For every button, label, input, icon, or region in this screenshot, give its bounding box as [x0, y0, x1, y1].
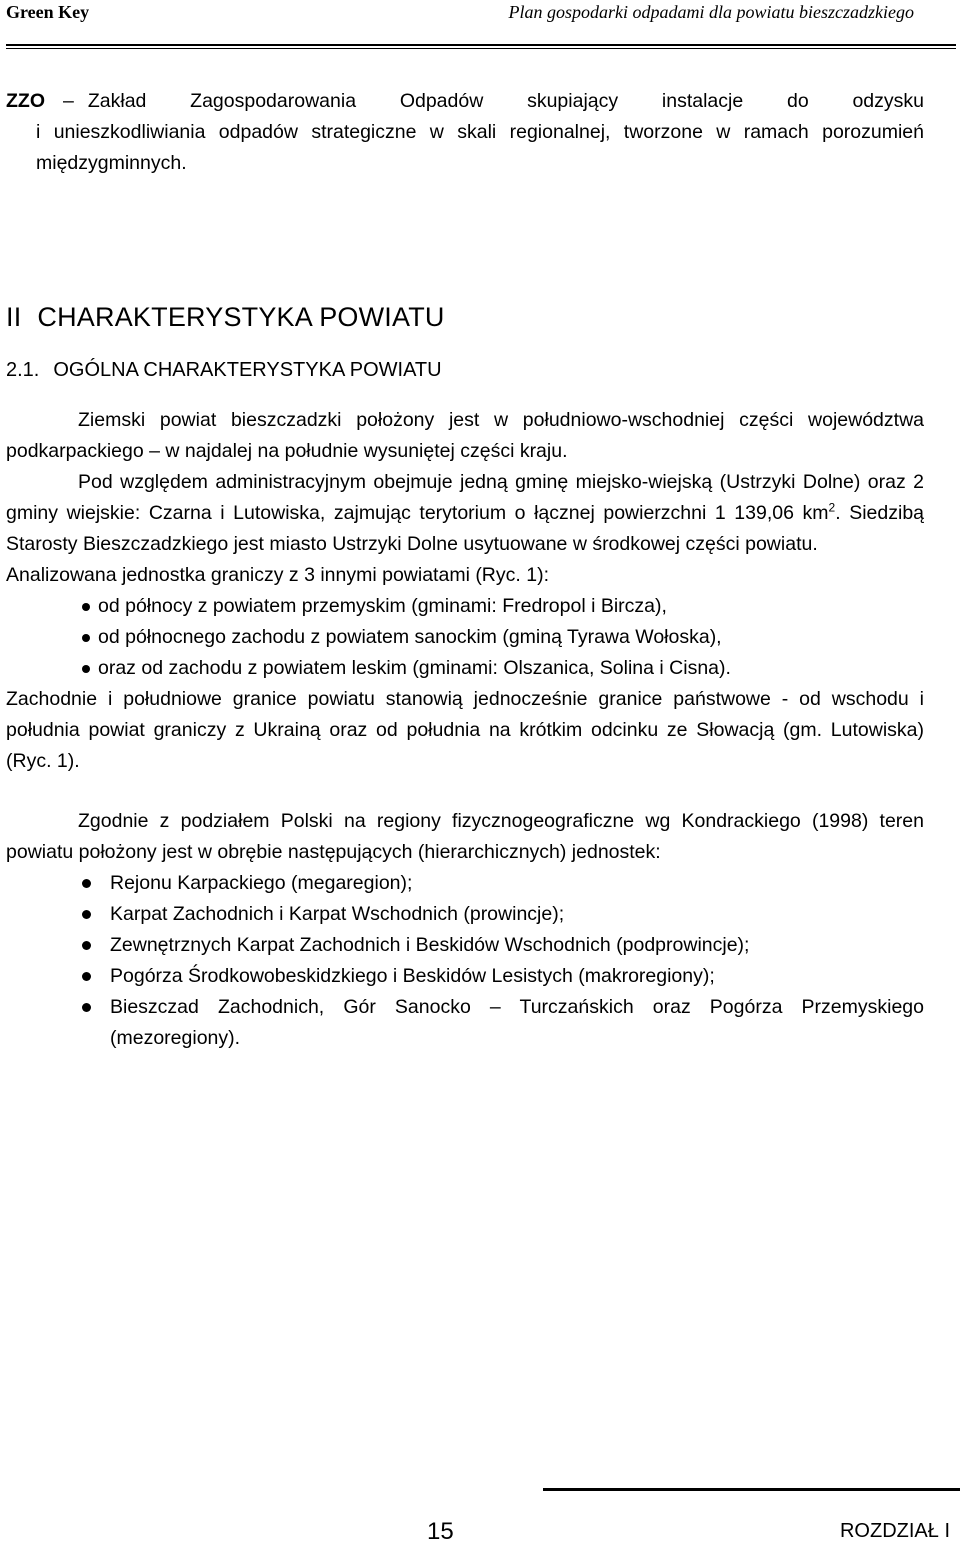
- list-item: Pogórza Środkowobeskidzkiego i Beskidów Lesistych (makroregiony);: [6, 961, 924, 992]
- list-item: Karpat Zachodnich i Karpat Wschodnich (prowincje);: [6, 899, 924, 930]
- paragraph-state-borders: Zachodnie i południowe granice powiatu stanowią jednocześnie granice państwowe - od wschodu i południa powiat graniczy z Ukrainą oraz od południa na krótkim odcinku ze Słowacją (gm. Lutowiska) (Ryc. 1).: [6, 688, 924, 772]
- page-header: [0, 0, 960, 28]
- footer-rule: [543, 1488, 960, 1491]
- paragraph-borders-intro: Analizowana jednostka graniczy z 3 innymi powiatami (Ryc. 1):: [6, 564, 549, 586]
- borders-list: [6, 591, 924, 684]
- chapter-number: II: [6, 302, 22, 332]
- section-title: OGÓLNA CHARAKTERYSTYKA POWIATU: [53, 359, 442, 381]
- header-document-title: Plan gospodarki odpadami dla powiatu bieszczadzkiego: [508, 2, 914, 22]
- abbreviation-entry: [6, 86, 924, 179]
- list-item: Bieszczad Zachodnich, Gór Sanocko – Turczańskich oraz Pogórza Przemyskiego (mezoregiony).: [6, 992, 924, 1054]
- chapter-heading: [6, 297, 924, 337]
- paragraph-administration-text: Pod względem administracyjnym obejmuje jedną gminę miejsko-wiejską (Ustrzyki Dolne) oraz 2 gminy wiejskie: Czarna i Lutowiska, zajmując terytorium o łącznej powierzchni 1 139,06 km: [6, 471, 924, 524]
- paragraph-regions-intro: Zgodnie z podziałem Polski na regiony fizycznogeograficzne wg Kondrackiego (1998) teren powiatu położony jest w obrębie następujących (hierarchicznych) jednostek:: [6, 810, 924, 863]
- section-heading: [6, 355, 924, 385]
- footer-chapter-label: ROZDZIAŁ I: [839, 1520, 950, 1542]
- abbreviation-definition-first-line: Zakład Zagospodarowania Odpadów skupiający instalacje do odzysku: [87, 90, 924, 112]
- list-item: od północnego zachodu z powiatem sanockim (gminą Tyrawa Wołoska),: [6, 622, 924, 653]
- abbreviation-dash: –: [63, 90, 74, 112]
- list-item: Rejonu Karpackiego (megaregion);: [6, 868, 924, 899]
- list-item: Zewnętrznych Karpat Zachodnich i Beskidów Wschodnich (podprowincje);: [6, 930, 924, 961]
- superscript-2: 2: [828, 500, 836, 515]
- paragraph-administration: [6, 467, 924, 560]
- abbreviation-definition-rest: i unieszkodliwiania odpadów strategiczne w skali regionalnej, tworzone w ramach porozumień międzygminnych.: [36, 121, 924, 174]
- list-item: oraz od zachodu z powiatem leskim (gminami: Olszanica, Solina i Cisna).: [6, 653, 924, 684]
- paragraph-location: Ziemski powiat bieszczadzki położony jest w południowo-wschodniej części województwa podkarpackiego – w najdalej na południe wysuniętej części kraju.: [6, 409, 924, 462]
- header-company: Green Key: [6, 2, 90, 22]
- header-rule: [6, 44, 956, 49]
- chapter-title: CHARAKTERYSTYKA POWIATU: [37, 302, 445, 332]
- page-content: [6, 86, 924, 1054]
- regions-list: [6, 868, 924, 1054]
- paragraph-administration-text-end: . Siedzibą Starosty Bieszczadzkiego jest miasto Ustrzyki Dolne usytuowane w środkowej części powiatu.: [6, 502, 925, 555]
- list-item: od północy z powiatem przemyskim (gminami: Fredropol i Bircza),: [6, 591, 924, 622]
- abbreviation-term: ZZO: [6, 90, 45, 112]
- page-number: 15: [427, 1518, 454, 1545]
- section-number: 2.1.: [6, 359, 40, 381]
